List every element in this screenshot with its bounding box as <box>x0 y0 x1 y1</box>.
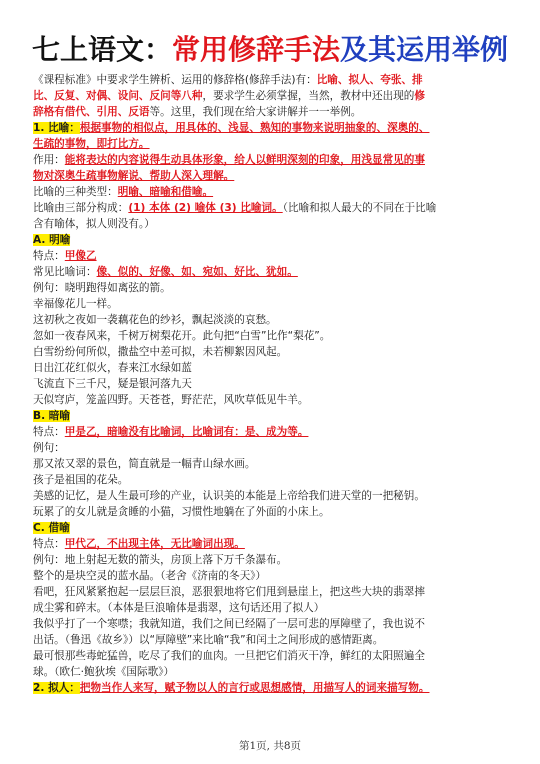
metonymic-metaphor-feature-line <box>33 536 511 552</box>
intro-highlight: 比、反复、对偶、设问、反问等八种 <box>33 90 203 102</box>
feature-label: 特点： <box>33 538 65 550</box>
section-heading-metaphor: 1. 比喻： <box>33 122 80 134</box>
parts-note: 含有喻体，拟人则没有。） <box>33 218 155 230</box>
section-heading-personification: 2. 拟人： <box>33 682 80 694</box>
section-heading-implicit-metaphor: B. 暗喻 <box>33 410 70 422</box>
example-line: 出话。（鲁迅《故乡》）以“厚障壁”来比喻“我”和闰土之间形成的感情距离。 <box>33 634 384 646</box>
metaphor-definition-line-1 <box>33 120 511 136</box>
types-label: 比喻的三种类型： <box>33 186 118 198</box>
metaphor-types: 明喻、暗喻和借喻。 <box>117 186 214 198</box>
parts-label: 比喻由三部分构成： <box>33 202 129 214</box>
page-number: 第1页, 共8页 <box>238 740 302 752</box>
example-line: 日出江花红似火，春来江水绿如蓝 <box>33 362 192 374</box>
metonymic-metaphor-heading-line <box>33 520 511 536</box>
example-line: 白雪纷纷何所似，撒盐空中差可拟，未若柳絮因风起。 <box>33 346 288 358</box>
implicit-metaphor-heading-line <box>33 408 511 424</box>
simile-words-line <box>33 264 511 280</box>
metaphor-function: 能将表达的内容说得生动具体形象，给人以鲜明深刻的印象，用浅显常见的事 <box>64 154 425 166</box>
example-line: 我似乎打了一个寒噤；我就知道，我们之间已经隔了一层可悲的厚障壁了，我也说不 <box>33 618 425 630</box>
title-part-usage: 及其运用举例 <box>340 33 509 66</box>
implicit-metaphor-feature-line <box>33 424 511 440</box>
metaphor-parts: (1) 本体 (2) 喻体 (3) 比喻词。 <box>128 202 283 214</box>
example-line: 最可恨那些毒蛇猛兽，吃尽了我们的血肉。一旦把它们消灭干净，鲜红的太阳照遍全 <box>33 650 425 662</box>
example-line: 例句：晓明跑得如离弦的箭。 <box>33 282 171 294</box>
words-label: 常见比喻词： <box>33 266 97 278</box>
metaphor-function-line-2 <box>33 168 511 184</box>
example-line: 忽如一夜春风来，千树万树梨花开。此句把“白雪”比作“梨花”。 <box>33 330 331 342</box>
example-line: 天似穹庐，笼盖四野。天苍苍，野茫茫，风吹草低见牛羊。 <box>33 394 309 406</box>
intro-line-2 <box>33 88 511 104</box>
intro-text: 《课程标准》中要求学生辨析、运用的修辞格(修辞手法)有： <box>33 74 317 86</box>
intro-line-3 <box>33 104 511 120</box>
implicit-metaphor-feature: 甲是乙，暗喻没有比喻词，比喻词有：是、成为等。 <box>64 426 309 438</box>
intro-highlight: 修 <box>414 90 425 102</box>
metonymic-metaphor-examples <box>33 552 511 680</box>
example-line: 成尘雾和碎末。（本体是巨浪喻体是翡翠，这句话还用了拟人） <box>33 602 325 614</box>
simile-words: 像、似的、好像、如、宛如、好比、犹如。 <box>96 266 298 278</box>
section-heading-metonymic-metaphor: C. 借喻 <box>33 522 70 534</box>
example-line: 看吧，狂风紧紧抱起一层层巨浪，恶狠狠地将它们甩到悬崖上，把这些大块的翡翠摔 <box>33 586 425 598</box>
metonymic-metaphor-feature: 甲代乙，不出现主体，无比喻词出现。 <box>64 538 245 550</box>
section-heading-simile: A. 明喻 <box>33 234 71 246</box>
example-line: 幸福像花儿一样。 <box>33 298 118 310</box>
example-line: 例句：地上射起无数的箭头，房顶上落下万千条瀑布。 <box>33 554 288 566</box>
implicit-metaphor-examples <box>33 440 511 520</box>
feature-label: 特点： <box>33 426 65 438</box>
simile-feature-line <box>33 248 511 264</box>
metaphor-definition: 根据事物的相似点，用具体的、浅显、熟知的事物来说明抽象的、深奥的、 <box>79 122 430 134</box>
example-line: 孩子是祖国的花朵。 <box>33 474 129 486</box>
metaphor-definition-line-2 <box>33 136 511 152</box>
example-line: 整个的是块空灵的蓝水晶。（老舍《济南的冬天》） <box>33 570 267 582</box>
metaphor-definition: 生疏的事物，即打比方。 <box>33 138 150 150</box>
article-body <box>33 72 511 696</box>
intro-highlight: 辞格有借代、引用、反语 <box>33 106 150 118</box>
metaphor-function: 物对深奥生疏事物解说、帮助人深入理解。 <box>33 170 235 182</box>
intro-text: 等。这里，我们现在给大家讲解并一一举例。 <box>149 106 362 118</box>
simile-examples <box>33 280 511 408</box>
title-part-grade: 七上语文： <box>31 33 172 66</box>
example-line: 球。（欧仁·鲍狄埃《国际歌》） <box>33 666 175 678</box>
intro-highlight: 比喻、拟人、夸张、排 <box>316 74 423 86</box>
personification-definition: 把物当作人来写，赋予物以人的言行或思想感情，用描写人的词来描写物。 <box>79 682 430 694</box>
simile-feature: 甲像乙 <box>64 250 97 262</box>
example-line: 这初秋之夜如一袭藕花色的纱衫，飘起淡淡的哀愁。 <box>33 314 277 326</box>
example-line: 例句： <box>33 442 65 454</box>
parts-note: （比喻和拟人最大的不同在于比喻 <box>282 202 437 214</box>
metaphor-parts-line-1 <box>33 200 511 216</box>
metaphor-types-line <box>33 184 511 200</box>
simile-heading-line <box>33 232 511 248</box>
personification-line <box>33 680 511 696</box>
feature-label: 特点： <box>33 250 65 262</box>
intro-line-1 <box>33 72 511 88</box>
function-label: 作用： <box>33 154 65 166</box>
example-line: 那又浓又翠的景色，简直就是一幅青山绿水画。 <box>33 458 256 470</box>
example-line: 美感的记忆，是人生最可珍的产业，认识美的本能是上帝给我们进天堂的一把秘钥。 <box>33 490 425 502</box>
metaphor-function-line-1 <box>33 152 511 168</box>
example-line: 玩累了的女儿就是贪睡的小猫，习惯性地躺在了外面的小床上。 <box>33 506 330 518</box>
page-title <box>0 30 540 70</box>
title-part-topic: 常用修辞手法 <box>171 33 340 66</box>
metaphor-parts-line-2 <box>33 216 511 232</box>
example-line: 飞流直下三千尺，疑是银河落九天 <box>33 378 192 390</box>
intro-text: ，要求学生必须掌握，当然，教材中还出现的 <box>202 90 415 102</box>
